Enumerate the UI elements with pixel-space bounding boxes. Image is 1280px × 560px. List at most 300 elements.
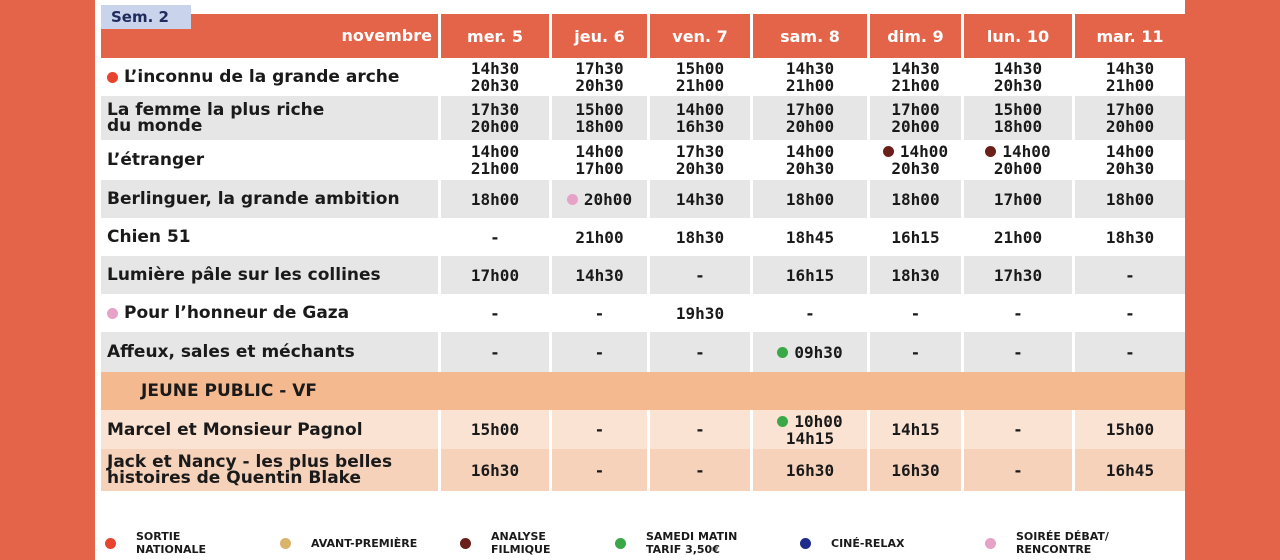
showtimes <box>883 143 948 177</box>
table-row <box>101 256 1185 294</box>
showtime-cell <box>964 449 1075 491</box>
film-title-wrap <box>107 344 355 360</box>
showtime-cell <box>650 410 753 449</box>
showtime <box>891 101 939 118</box>
film-title <box>101 58 441 96</box>
showtimes <box>676 143 724 177</box>
film-title <box>101 180 441 218</box>
legend-label-line: SORTIE <box>136 530 181 543</box>
showtime-text: - <box>910 303 921 323</box>
showtime-cell <box>1075 58 1185 96</box>
showtimes <box>1106 421 1154 438</box>
legend-dot-icon <box>460 538 471 549</box>
day-header: ven. 7 <box>650 14 753 58</box>
showtime <box>595 462 605 479</box>
showtime-text: 20h30 <box>675 159 725 178</box>
showtime <box>471 77 519 94</box>
showtime <box>994 60 1042 77</box>
legend-item <box>460 530 615 556</box>
showtime-cell <box>441 294 552 332</box>
legend-dot-icon <box>107 72 118 83</box>
legend-label-line: CINÉ-RELAX <box>831 536 905 550</box>
showtimes <box>1106 143 1154 177</box>
showtime <box>695 421 705 438</box>
showtime <box>490 229 500 246</box>
showtime-cell <box>753 140 870 180</box>
legend-dot-icon <box>985 538 996 549</box>
showtime-text: - <box>1125 265 1135 285</box>
film-title-text: L’étranger <box>107 150 205 170</box>
showtime-text: - <box>1013 342 1023 362</box>
showtime <box>575 77 623 94</box>
showtime <box>786 143 834 160</box>
showtime-cell <box>753 96 870 140</box>
legend-label-line: TARIF 3,50€ <box>646 543 720 556</box>
showtimes <box>490 229 500 246</box>
table-row <box>101 294 1185 332</box>
showtime <box>777 344 842 361</box>
showtime <box>471 143 519 160</box>
film-title-text: Pour l’honneur de Gaza <box>124 303 350 323</box>
showtime-text: 20h30 <box>993 76 1043 95</box>
showtime <box>786 430 834 447</box>
showtime <box>676 305 724 322</box>
showtime <box>575 118 623 135</box>
showtimes <box>471 191 519 208</box>
film-title-text: Marcel et Monsieur Pagnol <box>107 419 363 440</box>
film-title-text <box>107 102 324 134</box>
showtime-cell <box>1075 332 1185 372</box>
showtime <box>786 267 834 284</box>
showtime <box>883 143 948 160</box>
showtime <box>676 60 724 77</box>
showtime <box>994 191 1042 208</box>
showtime-cell <box>964 294 1075 332</box>
showtime <box>471 462 519 479</box>
showtimes <box>575 229 623 246</box>
showtime-text: 20h00 <box>470 117 520 136</box>
showtime <box>676 229 724 246</box>
showtime <box>695 267 705 284</box>
showtime-text: - <box>695 460 705 480</box>
showtimes <box>490 344 500 361</box>
showtime <box>1106 191 1154 208</box>
showtime-cell <box>870 449 964 491</box>
showtimes <box>471 421 519 438</box>
showtime <box>891 191 939 208</box>
showtime-cell <box>441 58 552 96</box>
showtime <box>786 60 834 77</box>
legend-dot-icon <box>883 146 894 157</box>
film-title <box>101 140 441 180</box>
showtime-text: 17h30 <box>470 100 520 119</box>
showtimes <box>985 143 1050 177</box>
showtime <box>575 267 623 284</box>
showtimes <box>471 462 519 479</box>
showtime-text: 21h00 <box>470 159 520 178</box>
film-title-text: Lumière pâle sur les collines <box>107 265 381 285</box>
showtime-cell <box>552 294 650 332</box>
showtime-text: 09h30 <box>794 342 843 362</box>
showtimes <box>786 267 834 284</box>
legend-item <box>985 530 1165 556</box>
showtime-text: 17h30 <box>675 142 725 161</box>
showtime-text: - <box>695 420 705 439</box>
showtime-cell <box>870 218 964 256</box>
showtime-text: 21h00 <box>575 227 624 247</box>
showtime-text: 17h00 <box>575 159 624 178</box>
showtime <box>994 267 1042 284</box>
showtime-cell <box>964 410 1075 449</box>
header-row <box>101 14 1185 58</box>
showtime-text: - <box>1013 460 1023 480</box>
showtime <box>911 344 921 361</box>
showtime-cell <box>552 256 650 294</box>
showtime-cell <box>552 410 650 449</box>
showtimes <box>1106 60 1154 94</box>
showtime-cell <box>1075 256 1185 294</box>
showtime <box>1106 101 1154 118</box>
showtimes <box>786 191 834 208</box>
film-title-wrap <box>107 152 204 168</box>
showtime-text: - <box>594 460 605 480</box>
legend-item <box>280 537 460 550</box>
showtimes <box>471 143 519 177</box>
showtime-cell <box>1075 96 1185 140</box>
showtime-text: - <box>695 265 705 285</box>
day-header: mar. 11 <box>1096 26 1164 46</box>
film-title-text: Chien 51 <box>107 227 191 247</box>
showtime-text: 17h00 <box>1105 100 1155 119</box>
showtimes <box>567 191 632 208</box>
showtime-cell <box>650 218 753 256</box>
legend-dot-icon <box>105 538 116 549</box>
showtime-text: 16h45 <box>1105 460 1155 480</box>
legend-label-line: AVANT-PREMIÈRE <box>311 536 418 550</box>
showtime-text: 18h00 <box>785 189 835 209</box>
film-title-text <box>107 454 392 486</box>
legend-item <box>615 530 800 556</box>
showtimes <box>786 229 834 246</box>
showtime <box>786 229 834 246</box>
showtime-text: 14h00 <box>785 142 835 161</box>
legend-label <box>311 537 417 550</box>
showtime-cell <box>870 256 964 294</box>
film-title <box>101 218 441 256</box>
showtime-cell <box>650 294 753 332</box>
film-title-line: Jack et Nancy - les plus belles <box>107 452 393 472</box>
showtime-cell <box>870 58 964 96</box>
showtime <box>1106 77 1154 94</box>
showtimes <box>786 462 834 479</box>
showtime-cell <box>441 449 552 491</box>
showtime-text: 14h00 <box>1002 142 1051 161</box>
showtime-text: 17h00 <box>891 100 940 119</box>
showtime-text: 18h30 <box>1105 227 1155 247</box>
showtime-text: 17h00 <box>993 189 1043 209</box>
showtime <box>994 101 1042 118</box>
showtime-cell <box>753 449 870 491</box>
showtimes <box>595 421 605 438</box>
film-title <box>101 294 441 332</box>
showtime-text: 21h00 <box>785 76 835 95</box>
showtime-text: 14h00 <box>899 142 949 161</box>
showtime-text: 18h30 <box>891 265 940 285</box>
showtime-cell <box>964 332 1075 372</box>
showtimes <box>695 344 705 361</box>
showtime-text: 20h00 <box>583 189 633 209</box>
showtimes <box>1125 344 1135 361</box>
showtime-cell <box>753 256 870 294</box>
showtime-cell <box>870 180 964 218</box>
showtime-cell <box>552 180 650 218</box>
showtime-text: - <box>490 227 500 247</box>
showtime-cell <box>552 58 650 96</box>
legend-label-line: ANALYSE <box>491 530 546 543</box>
showtime-cell <box>753 294 870 332</box>
showtime-text: 20h30 <box>575 76 624 95</box>
showtimes <box>994 191 1042 208</box>
showtime-text: - <box>594 342 605 362</box>
showtime <box>490 305 500 322</box>
showtime-cell <box>1075 140 1185 180</box>
film-title-wrap <box>107 267 381 283</box>
showtimes <box>471 267 519 284</box>
showtime-text: 14h00 <box>675 100 725 119</box>
showtime-text: 15h00 <box>575 100 624 119</box>
showtime-cell <box>650 449 753 491</box>
showtime <box>1106 229 1154 246</box>
showtime-text: 17h30 <box>993 265 1043 285</box>
showtime <box>676 191 724 208</box>
showtime <box>891 77 939 94</box>
legend-label-line: SAMEDI MATIN <box>646 530 738 543</box>
film-title <box>101 449 441 491</box>
showtime <box>1013 462 1023 479</box>
showtimes <box>994 101 1042 135</box>
showtime-text: - <box>594 303 605 323</box>
showtime <box>985 143 1050 160</box>
showtime-cell <box>1075 180 1185 218</box>
day-header: lun. 10 <box>964 14 1075 58</box>
legend-dot-icon <box>567 194 578 205</box>
showtimes <box>471 60 519 94</box>
showtimes <box>575 143 623 177</box>
showtimes <box>891 421 939 438</box>
showtime-text: 18h00 <box>470 189 520 209</box>
showtime-cell <box>964 140 1075 180</box>
jeune-public-list <box>101 410 1185 491</box>
day-header: sam. 8 <box>753 14 870 58</box>
showtime-text: 14h00 <box>575 142 624 161</box>
showtimes <box>777 413 842 447</box>
showtime-text: 20h30 <box>470 76 520 95</box>
showtime-cell <box>1075 410 1185 449</box>
legend-dot-icon <box>777 416 788 427</box>
film-title-text: L’inconnu de la grande arche <box>124 67 400 87</box>
showtimes <box>891 101 939 135</box>
showtime <box>471 101 519 118</box>
showtime <box>1106 462 1154 479</box>
showtime-cell <box>650 180 753 218</box>
showtime <box>1106 118 1154 135</box>
showtime-text: 15h00 <box>993 100 1043 119</box>
week-label: Sem. 2 <box>101 5 191 29</box>
showtime-text: 15h00 <box>675 59 725 78</box>
showtimes <box>786 60 834 94</box>
showtime <box>676 101 724 118</box>
showtime-cell <box>441 256 552 294</box>
showtimes <box>595 344 605 361</box>
showtime-cell <box>441 410 552 449</box>
showtime-cell <box>870 140 964 180</box>
showtime-text: - <box>1013 303 1023 323</box>
section-label: JEUNE PUBLIC - VF <box>141 381 318 401</box>
showtime-text: 14h30 <box>1105 59 1155 78</box>
showtime-cell <box>964 218 1075 256</box>
showtime <box>1106 160 1154 177</box>
table-row <box>101 58 1185 96</box>
showtimes <box>891 267 939 284</box>
showtimes <box>891 462 939 479</box>
showtime <box>1125 305 1135 322</box>
month-header: novembre <box>101 14 441 58</box>
showtime <box>575 160 623 177</box>
showtimes <box>891 60 939 94</box>
showtimes <box>471 101 519 135</box>
showtime <box>805 305 815 322</box>
showtime-cell <box>753 58 870 96</box>
showtime-cell <box>441 96 552 140</box>
showtime-text: 16h30 <box>675 117 725 136</box>
showtime-text: 20h30 <box>1105 159 1155 178</box>
showtime-text: 20h00 <box>993 159 1043 178</box>
showtime <box>786 77 834 94</box>
showtime <box>676 160 724 177</box>
showtime-cell <box>552 449 650 491</box>
showtime-text: - <box>1013 420 1023 439</box>
showtime <box>786 101 834 118</box>
showtime-text: 20h30 <box>785 159 835 178</box>
showtimes <box>575 60 623 94</box>
film-title-wrap <box>107 305 349 321</box>
showtime-text: 10h00 <box>794 411 843 431</box>
showtime-cell <box>964 96 1075 140</box>
day-header: jeu. 6 <box>552 14 650 58</box>
showtimes <box>786 143 834 177</box>
showtime-text: 14h30 <box>891 59 940 78</box>
schedule-table <box>101 14 1185 491</box>
showtimes <box>676 191 724 208</box>
showtime <box>676 143 724 160</box>
table-row <box>101 218 1185 256</box>
showtimes <box>1106 191 1154 208</box>
showtime-cell <box>650 96 753 140</box>
showtimes <box>1013 421 1023 438</box>
showtime <box>786 160 834 177</box>
showtimes <box>1125 267 1135 284</box>
legend-label-line: NATIONALE <box>136 543 207 556</box>
film-title-line: du monde <box>107 116 203 136</box>
showtimes <box>1013 344 1023 361</box>
showtime <box>595 344 605 361</box>
showtimes <box>891 229 939 246</box>
film-title-wrap <box>107 229 191 245</box>
showtime <box>1125 267 1135 284</box>
showtime-text: 16h30 <box>470 460 520 480</box>
showtime <box>471 421 519 438</box>
film-title-wrap <box>107 191 400 207</box>
film-title-line: La femme la plus riche <box>107 100 325 120</box>
showtime <box>575 60 623 77</box>
table-row <box>101 180 1185 218</box>
showtimes <box>1125 305 1135 322</box>
showtime <box>471 118 519 135</box>
showtime-cell <box>964 58 1075 96</box>
film-title-text: Berlinguer, la grande ambition <box>107 189 400 209</box>
showtime-cell <box>552 140 650 180</box>
showtimes <box>994 267 1042 284</box>
showtime <box>891 421 939 438</box>
showtime <box>891 60 939 77</box>
showtime-cell <box>870 96 964 140</box>
showtime <box>994 77 1042 94</box>
showtimes <box>575 101 623 135</box>
showtimes <box>695 462 705 479</box>
showtime-text: 17h00 <box>785 100 835 119</box>
showtime <box>695 462 705 479</box>
showtime <box>575 143 623 160</box>
legend-label <box>831 537 904 550</box>
showtimes <box>575 267 623 284</box>
showtime-cell <box>753 332 870 372</box>
showtimes <box>994 60 1042 94</box>
showtime <box>891 462 939 479</box>
legend-dot-icon <box>985 146 996 157</box>
showtime-text: 14h30 <box>470 59 520 78</box>
showtime <box>1106 60 1154 77</box>
showtime <box>994 160 1042 177</box>
showtime-cell <box>650 58 753 96</box>
showtime-text: 17h30 <box>575 59 624 78</box>
showtime-cell <box>870 410 964 449</box>
showtime-text: - <box>594 420 605 439</box>
showtime-text: 14h30 <box>993 59 1043 78</box>
showtime-cell <box>552 218 650 256</box>
showtime <box>891 229 939 246</box>
table-row <box>101 96 1185 140</box>
showtime-text: 20h00 <box>1105 117 1155 136</box>
showtime-text: 19h30 <box>675 303 725 323</box>
section-row <box>101 372 1185 410</box>
showtime-text: 14h30 <box>575 265 624 285</box>
showtime <box>891 160 939 177</box>
film-title-wrap <box>107 419 363 440</box>
film-title-wrap <box>107 69 399 85</box>
showtime-text: 14h15 <box>891 420 940 439</box>
showtimes <box>1106 229 1154 246</box>
table-row <box>101 140 1185 180</box>
legend-label <box>491 530 550 556</box>
showtime-text: 20h00 <box>785 117 835 136</box>
showtime-cell <box>1075 218 1185 256</box>
showtime <box>567 191 632 208</box>
showtime-text: - <box>695 342 705 362</box>
showtimes <box>695 267 705 284</box>
showtime-text: 14h15 <box>785 428 835 448</box>
showtimes <box>695 421 705 438</box>
showtimes <box>676 101 724 135</box>
